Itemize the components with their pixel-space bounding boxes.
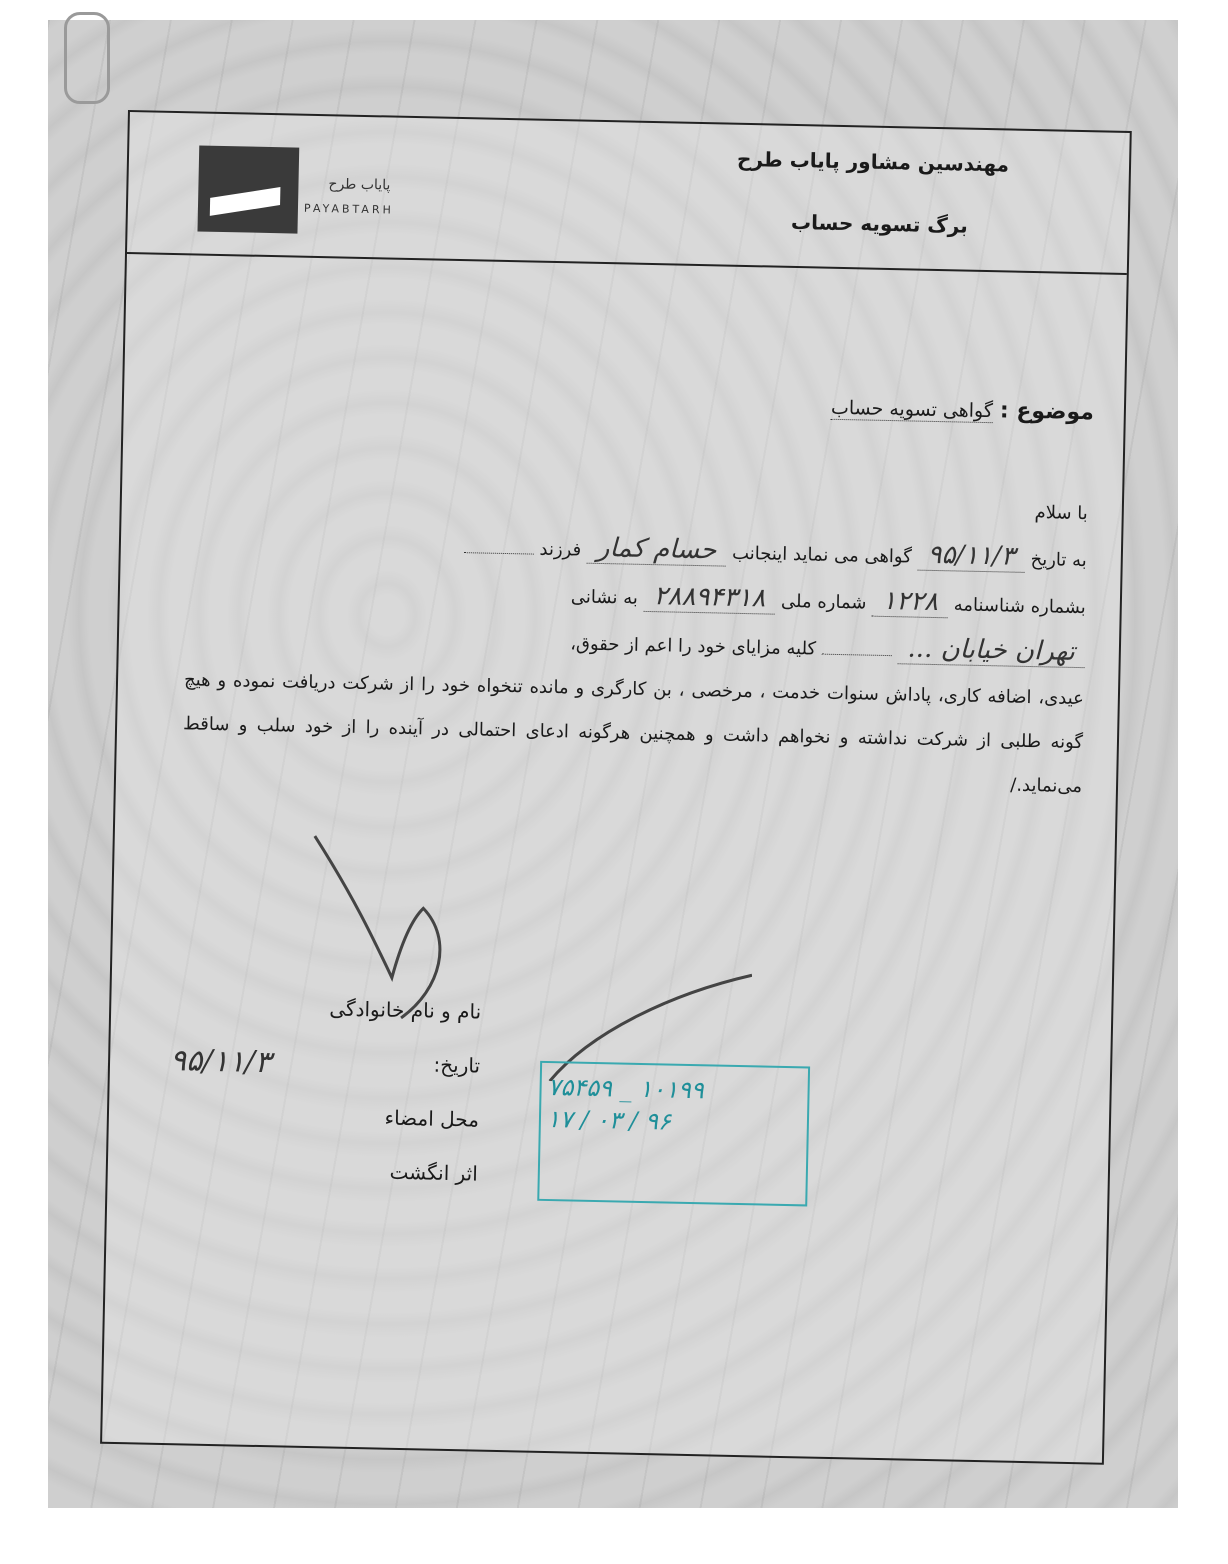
company-logo bbox=[197, 146, 299, 234]
company-name: مهندسین مشاور پایاب طرح bbox=[736, 146, 1010, 177]
handwritten-national-id: ۲۸۸۹۴۳۱۸ bbox=[643, 581, 775, 615]
signature-block bbox=[217, 994, 481, 1215]
benefits-text: کلیه مزایای خود را اعم از حقوق، bbox=[569, 633, 817, 660]
date-label: به تاریخ bbox=[1030, 549, 1087, 572]
handwritten-id: ۱۲۲۸ bbox=[872, 586, 948, 619]
header-divider bbox=[127, 252, 1127, 275]
logo-stripe bbox=[210, 187, 281, 216]
id-label: بشماره شناسنامه bbox=[953, 594, 1087, 619]
greeting: با سلام bbox=[1034, 502, 1088, 525]
subject-value: گواهی تسویه حساب bbox=[830, 396, 994, 423]
letter-body bbox=[182, 473, 1088, 809]
fingerprint-label: اثر انگشت bbox=[389, 1159, 479, 1186]
subject-line bbox=[831, 395, 1094, 426]
full-name-label: نام و نام خانوادگی bbox=[329, 996, 482, 1024]
logo-text-fa: پایاب طرح bbox=[328, 176, 391, 194]
settlement-paragraph: عیدی، اضافه کاری، پاداش سنوات خدمت ، مرخصی ، بن کارگری و مانده تنخواه خود را از شرکت دریافت نموده و هیچ گونه طلبی از شرکت نداشته و نخواهم داشت و همچنین هرگونه ادعای احتمالی در آینده را از خود سلب و ساقط می‌نماید./ bbox=[182, 669, 1085, 798]
stamp-number: ۱۰۱۹۹ _ ۷۵۴۵۹ bbox=[547, 1073, 705, 1105]
subject-label: موضوع : bbox=[999, 398, 1095, 426]
child-field bbox=[464, 552, 534, 554]
paper-clip bbox=[64, 12, 110, 104]
stamp-date: ۹۶ / ۰۳ / ۱۷ bbox=[546, 1104, 672, 1136]
national-label: شماره ملی bbox=[780, 590, 867, 614]
handwritten-signature-date: ۹۵/۱۱/۳ bbox=[169, 1043, 272, 1081]
address-label: به نشانی bbox=[570, 586, 639, 609]
signature-date-label: تاریخ: bbox=[433, 1052, 481, 1078]
child-label: فرزند bbox=[539, 538, 582, 561]
handwritten-name: حسام کمار bbox=[587, 533, 727, 567]
logo-text-en: PAYABTARH bbox=[303, 201, 394, 217]
handwritten-address: تهران خیابان ... bbox=[897, 633, 1085, 668]
settlement-form bbox=[100, 110, 1132, 1465]
handwritten-date: ۹۵/۱۱/۳ bbox=[917, 540, 1025, 573]
sign-place-label: محل امضاء bbox=[384, 1105, 480, 1132]
form-title: برگ تسویه حساب bbox=[790, 209, 969, 238]
certify-text: گواهی می نماید اینجانب bbox=[731, 542, 913, 568]
registration-stamp bbox=[537, 1061, 810, 1207]
address-field bbox=[822, 654, 892, 656]
